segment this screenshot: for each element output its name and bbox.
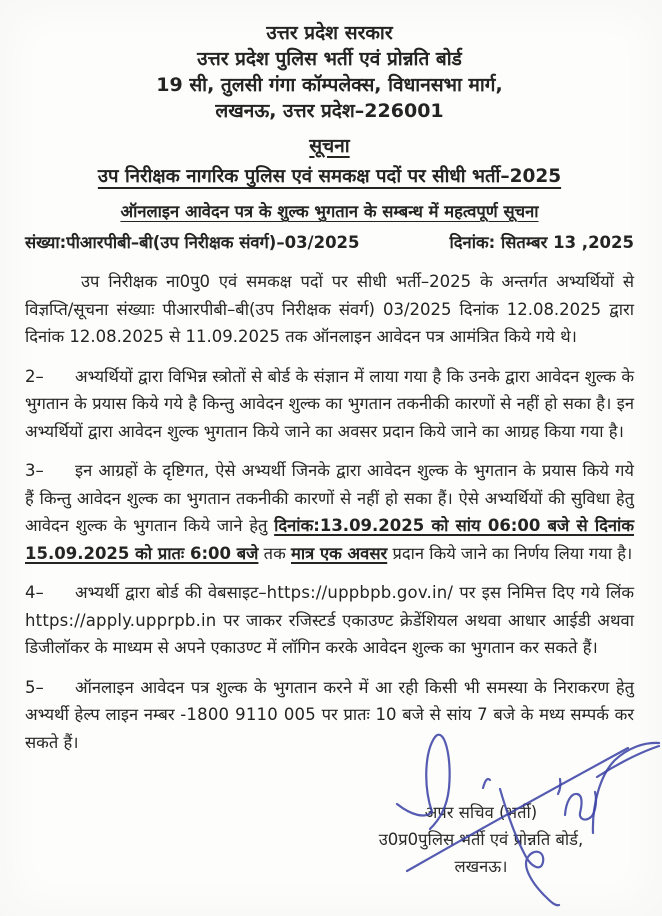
notice-date: दिनांक: सितम्बर 13 ,2025 [449, 233, 634, 252]
signature-block [335, 799, 627, 880]
paragraph-1-text: उप निरीक्षक ना0पु0 एवं समकक्ष पदों पर सीधी भर्ती–2025 के अन्तर्गत अभ्यर्थियों से विज्ञप्ति/सूचना संख्याः पीआरपीबी–बी(उप निरीक्षक संवर्ग) 03/2025 दिनांक 12.08.2025 द्वारा दिनांक 12.08.2025 से 11.09.2025 तक ऑनलाइन आवेदन पत्र आमंत्रित किये गये थे। [25, 272, 634, 346]
paragraph-4-middle: पर इस निमित्त दिए गये लिंक [453, 583, 634, 602]
paragraph-2-text: अभ्यर्थियों द्वारा विभिन्न स्त्रोतों से बोर्ड के संज्ञान में लाया गया है कि उनके द्वारा आवेदन शुल्क के भुगतान के प्रयास किये गये है किन्तु आवेदन शुल्क का भुगतान तकनीकी कारणों से नहीं हो सका है। इन अभ्यर्थियों द्वारा आवेदन शुल्क भुगतान किये जाने का अवसर प्रदान किये जाने का आग्रह किया गया है। [25, 366, 634, 441]
apply-link-url: https://apply.upprpb.in [25, 610, 217, 630]
paragraph-4-text: अभ्यर्थी द्वारा बोर्ड की वेबसाइट– [75, 583, 267, 602]
signature-stroke-tick [558, 779, 560, 794]
paragraph-2 [25, 363, 634, 446]
paragraph-4-after: पर जाकर रजिस्टर्ड एकाउण्ट क्रेडेंशियल अथवा आधार आईडी अथवा डिजीलॉकर के माध्यम से अपने एकाउण्ट में लॉगिन करके आवेदन शुल्क का भुगतान कर सकते हैं। [25, 610, 634, 657]
paragraph-5 [25, 674, 634, 757]
paragraph-5-text: ऑनलाइन आवेदन पत्र शुल्क के भुगतान करने में आ रही किसी भी समस्या के निराकरण हेतु अभ्यर्थी हेल्प लाइन नम्बर [25, 677, 634, 724]
payment-window-highlight: दिनांक:13.09.2025 को सांय 06:00 बजे से दिनांक 15.09.2025 को प्रातः 6:00 बजे [25, 516, 634, 563]
board-website-url: https://uppbpb.gov.in/ [266, 583, 454, 602]
paragraph-5-after: पर प्रातः 10 बजे से सांय 7 बजे के मध्य सम्पर्क कर सकते हैं। [25, 705, 634, 752]
reference-row [25, 230, 634, 253]
letterhead [25, 20, 634, 124]
city-pincode-line: लखनऊ, उत्तर प्रदेश–226001 [215, 100, 444, 122]
subject-line: ऑनलाइन आवेदन पत्र के शुल्क भुगतान के सम्बन्ध में महत्वपूर्ण सूचना [120, 202, 539, 221]
signatory-place: लखनऊ। [454, 857, 508, 876]
single-chance-highlight: मात्र एक अवसर [291, 543, 388, 563]
signatory-organization: उ0प्र0पुलिस भर्ती एवं प्रोन्नति बोर्ड, [378, 830, 584, 849]
paragraph-3-number: 3– [25, 461, 44, 480]
notice-heading: सूचना [309, 135, 350, 157]
paragraph-4-number: 4– [25, 583, 44, 602]
paragraph-3 [25, 457, 634, 567]
paragraph-3-middle: तक [258, 543, 291, 563]
signatory-designation: अपर सचिव (भर्ती) [424, 803, 538, 822]
board-name: उत्तर प्रदेश पुलिस भर्ती एवं प्रोन्नति बोर्ड [197, 48, 462, 70]
paragraph-3-text: इन आग्रहों के दृष्टिगत, ऐसे अभ्यर्थी जिनके द्वारा आवेदन शुल्क के भुगतान के प्रयास किये गये हैं किन्तु आवेदन शुल्क का भुगतान तकनीकी कारणों से नहीं हो सका हैं। ऐसे अभ्यर्थियों की सुविधा हेतु आवेदन शुल्क के भुगतान किये जाने हेतु [25, 461, 634, 535]
paragraph-3-after: प्रदान किये जाने का निर्णय लिया गया है। [387, 543, 633, 563]
paragraph-1 [25, 268, 634, 351]
address-line: 19 सी, तुलसी गंगा कॉम्पलेक्स, विधानसभा मार्ग, [156, 74, 503, 96]
helpline-number: -1800 9110 005 [180, 705, 316, 724]
paragraph-5-number: 5– [25, 677, 44, 697]
signature-stroke-caret [483, 779, 490, 788]
reference-number: संख्या:पीआरपीबी–बी(उप निरीक्षक संवर्ग)–03/2025 [25, 233, 360, 252]
paragraph-4 [25, 579, 634, 662]
government-name: उत्तर प्रदेश सरकार [266, 22, 393, 44]
recruitment-title: उप निरीक्षक नागरिक पुलिस एवं समकक्ष पदों पर सीधी भर्ती–2025 [97, 166, 562, 187]
paragraph-2-number: 2– [25, 366, 44, 386]
